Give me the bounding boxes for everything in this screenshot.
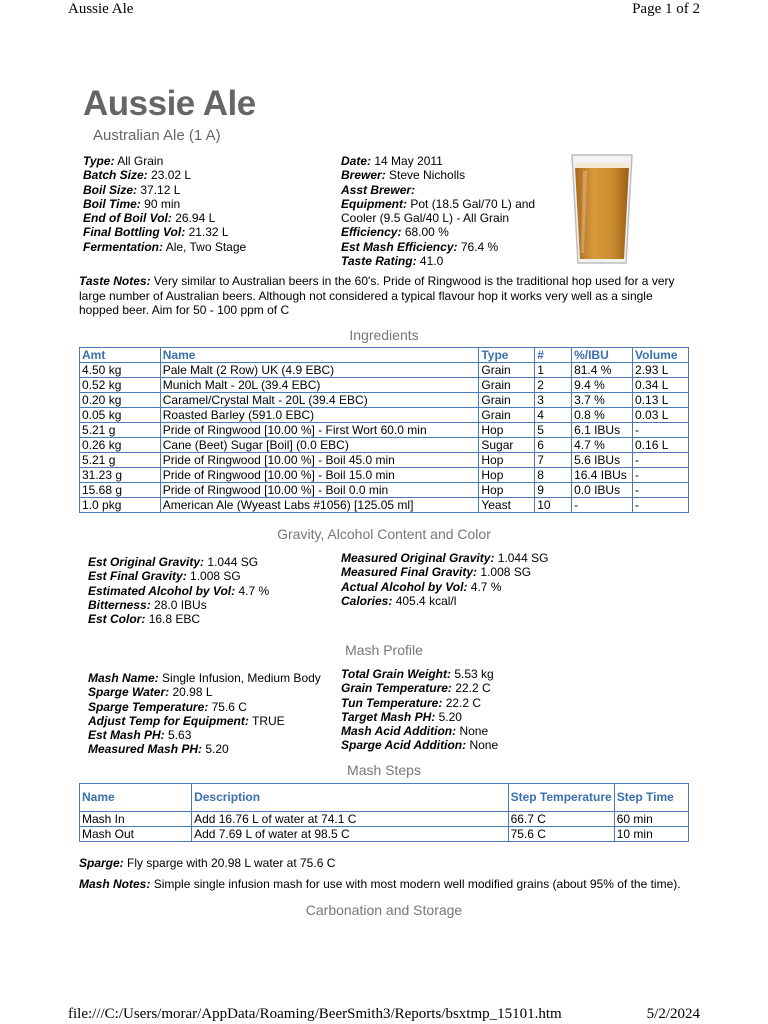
- ingredients-cell: 0.26 kg: [80, 438, 161, 453]
- table-row: [80, 378, 689, 393]
- total-grain-weight: Total Grain Weight: 5.53 kg: [341, 667, 494, 681]
- ingredients-cell: Pride of Ringwood [10.00 %] - Boil 45.0 min: [160, 453, 479, 468]
- mash-steps-cell: 10 min: [614, 827, 688, 842]
- ingredients-cell: 0.05 kg: [80, 408, 161, 423]
- ingredients-cell: Roasted Barley (591.0 EBC): [160, 408, 479, 423]
- calories: Calories: 405.4 kcal/l: [341, 593, 457, 608]
- gravity-measured: [341, 551, 548, 608]
- measured-original-gravity: Measured Original Gravity: 1.044 SG: [341, 551, 549, 565]
- ingredients-cell: -: [633, 453, 689, 468]
- measured-mash-ph: Measured Mash PH: 5.20: [88, 742, 229, 757]
- mash-acid-addition: Mash Acid Addition: None: [341, 724, 489, 739]
- est-color: Est Color: 16.8 EBC: [88, 612, 201, 627]
- ingredients-cell: 8: [535, 468, 572, 483]
- table-row: [80, 468, 689, 483]
- info-boil-size: Boil Size: 37.12 L: [83, 182, 181, 197]
- mash-name: Mash Name: Single Infusion, Medium Body: [88, 671, 321, 685]
- ingredients-cell: Pride of Ringwood [10.00 %] - Boil 15.0 min: [160, 468, 479, 483]
- ingredients-cell: 7: [535, 453, 572, 468]
- ingredients-cell: 81.4 %: [572, 363, 633, 378]
- info-efficiency: Efficiency: 68.00 %: [341, 225, 449, 240]
- mash-steps-cell: Mash In: [80, 812, 192, 827]
- info-est-mash-efficiency: Est Mash Efficiency: 76.4 %: [341, 239, 499, 254]
- ingredients-cell: Hop: [479, 453, 535, 468]
- sparge-note: Sparge: Fly sparge with 20.98 L water at 75.6 C: [79, 856, 336, 870]
- est-final-gravity: Est Final Gravity: 1.008 SG: [88, 569, 241, 584]
- ingredients-cell: 6: [535, 438, 572, 453]
- ingredients-cell: Pride of Ringwood [10.00 %] - Boil 0.0 min: [160, 483, 479, 498]
- ingredients-cell: Grain: [479, 378, 535, 393]
- mash-steps-cell: 66.7 C: [508, 812, 614, 827]
- print-header-title: Aussie Ale: [68, 1, 134, 17]
- ingredients-cell: -: [633, 423, 689, 438]
- grain-temperature: Grain Temperature: 22.2 C: [341, 681, 491, 696]
- section-heading-gravity: Gravity, Alcohol Content and Color: [277, 526, 491, 542]
- ingredients-cell: Munich Malt - 20L (39.4 EBC): [160, 378, 479, 393]
- table-row: [80, 408, 689, 423]
- ingredients-cell: 9: [535, 483, 572, 498]
- info-fermentation: Fermentation: Ale, Two Stage: [83, 239, 247, 254]
- table-row: [80, 393, 689, 408]
- ingredients-table: [79, 347, 689, 513]
- ingredients-cell: 5.21 g: [80, 453, 161, 468]
- ingredients-cell: -: [633, 498, 689, 513]
- ingredients-cell: 3: [535, 393, 572, 408]
- ingredients-cell: 15.68 g: [80, 483, 161, 498]
- ingredients-cell: 4: [535, 408, 572, 423]
- mash-steps-table: [79, 783, 689, 842]
- ingredients-column-header: Volume: [633, 348, 689, 363]
- est-alcohol-by-vol: Estimated Alcohol by Vol: 4.7 %: [88, 583, 270, 598]
- measured-final-gravity: Measured Final Gravity: 1.008 SG: [341, 565, 532, 580]
- info-equipment: Equipment: Pot (18.5 Gal/70 L) and Cooler (9.5 Gal/40 L) - All Grain: [341, 196, 536, 226]
- ingredients-cell: 0.0 IBUs: [572, 483, 633, 498]
- mash-steps-header-row: [80, 784, 689, 812]
- table-row: [80, 453, 689, 468]
- recipe-info-right: [341, 154, 556, 268]
- info-date: Date: 14 May 2011: [341, 154, 443, 168]
- info-end-of-boil-vol: End of Boil Vol: 26.94 L: [83, 211, 216, 226]
- ingredients-cell: 1: [535, 363, 572, 378]
- section-heading-ingredients: Ingredients: [349, 327, 419, 343]
- ingredients-cell: Sugar: [479, 438, 535, 453]
- gravity-estimated: [88, 555, 269, 626]
- ingredients-cell: 9.4 %: [572, 378, 633, 393]
- ingredients-cell: 5: [535, 423, 572, 438]
- ingredients-cell: 0.8 %: [572, 408, 633, 423]
- ingredients-cell: Yeast: [479, 498, 535, 513]
- sparge-temperature: Sparge Temperature: 75.6 C: [88, 699, 247, 714]
- ingredients-cell: 0.03 L: [633, 408, 689, 423]
- ingredients-cell: 0.52 kg: [80, 378, 161, 393]
- mash-profile-left: [88, 671, 321, 757]
- sparge-water: Sparge Water: 20.98 L: [88, 685, 213, 700]
- ingredients-cell: Grain: [479, 393, 535, 408]
- taste-notes: Taste Notes: Very similar to Australian beers in the 60's. Pride of Ringwood is the traditional hop used for a very large number of Australian beers. Although not considered a typical flavour hop it works very well as a single hopped beer. Aim for 50 - 100 ppm of C: [79, 274, 675, 317]
- tun-temperature: Tun Temperature: 22.2 C: [341, 695, 482, 710]
- ingredients-cell: 6.1 IBUs: [572, 423, 633, 438]
- ingredients-cell: 2.93 L: [633, 363, 689, 378]
- mash-steps-table-header: [80, 784, 689, 812]
- ingredients-column-header: Name: [160, 348, 479, 363]
- recipe-style: Australian Ale (1 A): [93, 127, 221, 144]
- table-row: [80, 498, 689, 513]
- ingredients-cell: 0.13 L: [633, 393, 689, 408]
- mash-steps-column-header: Step Time: [614, 784, 688, 812]
- ingredients-cell: 1.0 pkg: [80, 498, 161, 513]
- ingredients-cell: 0.16 L: [633, 438, 689, 453]
- ingredients-cell: 0.20 kg: [80, 393, 161, 408]
- ingredients-table-header: [80, 348, 689, 363]
- table-row: [80, 423, 689, 438]
- target-mash-ph: Target Mash PH: 5.20: [341, 709, 462, 724]
- ingredients-cell: Caramel/Crystal Malt - 20L (39.4 EBC): [160, 393, 479, 408]
- print-footer-date: 5/2/2024: [646, 1006, 700, 1022]
- ingredients-cell: Hop: [479, 468, 535, 483]
- ingredients-cell: 4.7 %: [572, 438, 633, 453]
- table-row: [80, 827, 689, 842]
- ingredients-cell: Hop: [479, 423, 535, 438]
- mash-steps-cell: 75.6 C: [508, 827, 614, 842]
- mash-steps-column-header: Name: [80, 784, 192, 812]
- ingredients-column-header: Amt: [80, 348, 161, 363]
- mash-steps-column-header: Step Temperature: [508, 784, 614, 812]
- mash-steps-cell: 60 min: [614, 812, 688, 827]
- ingredients-cell: Grain: [479, 408, 535, 423]
- recipe-info-left: [83, 154, 246, 254]
- mash-steps-cell: Add 16.76 L of water at 74.1 C: [192, 812, 509, 827]
- mash-profile-right: [341, 667, 498, 753]
- ingredients-column-header: #: [535, 348, 572, 363]
- ingredients-column-header: %/IBU: [572, 348, 633, 363]
- mash-notes: Mash Notes: Simple single infusion mash for use with most modern well modified grains (about 95% of the time).: [79, 877, 681, 891]
- sparge-acid-addition: Sparge Acid Addition: None: [341, 738, 499, 753]
- ingredients-cell: 5.6 IBUs: [572, 453, 633, 468]
- info-type: Type: All Grain: [83, 154, 164, 168]
- ingredients-cell: Pale Malt (2 Row) UK (4.9 EBC): [160, 363, 479, 378]
- ingredients-cell: 4.50 kg: [80, 363, 161, 378]
- ingredients-cell: Hop: [479, 483, 535, 498]
- mash-steps-table-body: [80, 812, 689, 842]
- recipe-title: Aussie Ale: [83, 84, 256, 123]
- mash-steps-column-header: Description: [192, 784, 509, 812]
- ingredients-cell: Pride of Ringwood [10.00 %] - First Wort 60.0 min: [160, 423, 479, 438]
- table-row: [80, 483, 689, 498]
- info-asst-brewer: Asst Brewer:: [341, 182, 416, 197]
- info-boil-time: Boil Time: 90 min: [83, 196, 181, 211]
- table-row: [80, 363, 689, 378]
- ingredients-cell: Cane (Beet) Sugar [Boil] (0.0 EBC): [160, 438, 479, 453]
- adjust-temp-for-equipment: Adjust Temp for Equipment: TRUE: [88, 713, 285, 728]
- ingredients-cell: -: [633, 468, 689, 483]
- table-row: [80, 812, 689, 827]
- mash-steps-cell: Mash Out: [80, 827, 192, 842]
- ingredients-cell: 3.7 %: [572, 393, 633, 408]
- ingredients-cell: American Ale (Wyeast Labs #1056) [125.05 ml]: [160, 498, 479, 513]
- section-heading-mash-profile: Mash Profile: [345, 642, 423, 658]
- ingredients-column-header: Type: [479, 348, 535, 363]
- est-mash-ph: Est Mash PH: 5.63: [88, 728, 192, 743]
- info-brewer: Brewer: Steve Nicholls: [341, 168, 466, 183]
- bitterness: Bitterness: 28.0 IBUs: [88, 597, 207, 612]
- print-header-page-number: Page 1 of 2: [632, 1, 700, 17]
- table-row: [80, 438, 689, 453]
- ingredients-cell: -: [633, 483, 689, 498]
- ingredients-cell: Grain: [479, 363, 535, 378]
- ingredients-cell: 2: [535, 378, 572, 393]
- info-taste-rating: Taste Rating: 41.0: [341, 254, 444, 269]
- print-footer-file-path: file:///C:/Users/morar/AppData/Roaming/BeerSmith3/Reports/bsxtmp_15101.htm: [68, 1006, 562, 1022]
- ingredients-cell: 31.23 g: [80, 468, 161, 483]
- ingredients-table-body: [80, 363, 689, 513]
- section-heading-carbonation: Carbonation and Storage: [305, 902, 463, 918]
- mash-steps-cell: Add 7.69 L of water at 98.5 C: [192, 827, 509, 842]
- ingredients-cell: 16.4 IBUs: [572, 468, 633, 483]
- est-original-gravity: Est Original Gravity: 1.044 SG: [88, 555, 259, 569]
- ingredients-cell: 0.34 L: [633, 378, 689, 393]
- section-heading-mash-steps: Mash Steps: [347, 762, 421, 778]
- ingredients-header-row: [80, 348, 689, 363]
- info-final-bottling-vol: Final Bottling Vol: 21.32 L: [83, 225, 229, 240]
- ingredients-cell: 5.21 g: [80, 423, 161, 438]
- info-batch-size: Batch Size: 23.02 L: [83, 168, 192, 183]
- actual-alcohol-by-vol: Actual Alcohol by Vol: 4.7 %: [341, 579, 502, 594]
- ingredients-cell: -: [572, 498, 633, 513]
- beer-glass-icon: [571, 153, 633, 265]
- ingredients-cell: 10: [535, 498, 572, 513]
